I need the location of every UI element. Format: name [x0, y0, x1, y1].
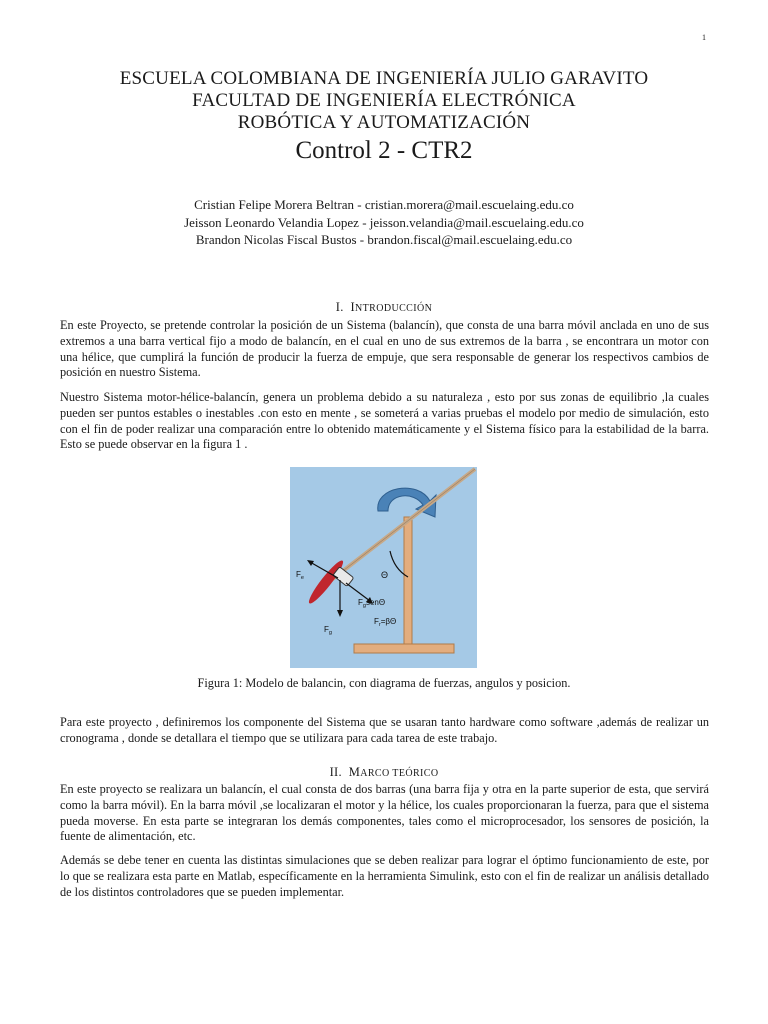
stand-base — [354, 644, 454, 653]
section-numeral: I. — [335, 300, 344, 314]
section-title-initial: I — [350, 300, 356, 314]
marco-paragraph-2: Además se debe tener en cuenta las distintas simulaciones que se deben realizar para lograr el óptimo funcionamiento de este, por lo que se realizara esta parte en Matlab, específicamente en la herramienta Simulink, esto con el fin de realizar un análisis detallado de los distintos controladores que se pueden implementar. — [60, 853, 709, 899]
force-fe-label: $F_e$ — [296, 570, 304, 581]
faculty-name: FACULTAD DE INGENIERÍA ELECTRÓNICA — [192, 90, 576, 111]
author-1: Cristian Felipe Morera Beltran - cristian.morera@mail.escuelaing.edu.co — [194, 197, 574, 212]
balancin-figure — [290, 467, 477, 668]
force-fgsen-label: $F_gsen\Theta$ — [358, 598, 386, 609]
section-heading-marco-teorico — [0, 765, 768, 780]
theta-label: Θ — [381, 570, 389, 580]
rotation-arrow-icon — [378, 488, 436, 517]
author-list — [0, 196, 768, 249]
page-number: 1 — [702, 33, 706, 42]
institution-name: ESCUELA COLOMBIANA DE INGENIERÍA JULIO GARAVITO — [119, 68, 649, 89]
force-fr-label: $F_r=\beta\Theta$ — [374, 617, 397, 628]
course-name: ROBÓTICA Y AUTOMATIZACIÓN — [237, 112, 531, 133]
section-heading-introduccion — [0, 300, 768, 315]
section-title-rest: ARCO TEÓRICO — [360, 768, 439, 779]
movable-bar-edge — [326, 469, 475, 584]
author-2: Jeisson Leonardo Velandia Lopez - jeisson.velandia@mail.escuelaing.edu.co — [184, 214, 584, 230]
author-3: Brandon Nicolas Fiscal Bustos - brandon.fiscal@mail.escuelaing.edu.co — [195, 232, 573, 247]
figure-caption: Figura 1: Modelo de balancin, con diagrama de fuerzas, angulos y posicion. — [197, 676, 571, 690]
section-title-rest: NTRODUCCIÓN — [355, 303, 433, 314]
intro-paragraph-1: En este Proyecto, se pretende controlar la posición de un Sistema (balancín), que consta de una barra móvil anclada en uno de sus extremos a una barra vertical fijo a modo de balancín, en el cual en uno de sus extremos de la barra , se encontrara un motor con una hélice, que cumplirá la función de producir la fuerza de empuje, que sera responsable de generar los respectivos cambios de posición en nuestro Sistema. — [60, 318, 709, 380]
intro-paragraph-2: Nuestro Sistema motor-hélice-balancín, genera un problema debido a su naturaleza , esto por sus zonas de equilibrio ,la cuales pueden ser puntos estables o inestables .con esto en mente , se someterá a varias pruebas el modelo por medio de simulación, esto con el fin de poder realizar una comparación entre lo obtenido matemáticamente y el Sistema físico para la estabilidad de la barra. Esto se puede observar en la figura 1 . — [60, 390, 709, 452]
paper-title: Control 2 - CTR2 — [295, 137, 473, 164]
balancin-diagram — [290, 467, 477, 668]
section-title-initial: M — [348, 765, 361, 779]
marco-paragraph-1: En este proyecto se realizara un balancín, el cual consta de dos barras (una barra fija y otra en la parte superior de esta, que servirá como la barra móvil). En la barra móvil ,se localizaran el motor y la hélice, los cuales proporcionaran la fuerza, para que el sistema pueda moverse. En esta parte se integraran los demás componentes, tales como el microprocesador, los sensores de posición, la fuente de alimentación, etc. — [60, 782, 709, 844]
paper-header — [0, 68, 768, 166]
stand-post — [404, 517, 412, 645]
force-fg-label: $F_g$ — [324, 625, 332, 636]
section-numeral: II. — [329, 765, 342, 779]
scope-paragraph: Para este proyecto , definiremos los componente del Sistema que se usaran tanto hardware como software ,además de realizar un cronograma , donde se detallara el tiempo que se utilizara para cada tarea de este trabajo. — [60, 715, 709, 745]
force-fg-head — [337, 610, 343, 617]
